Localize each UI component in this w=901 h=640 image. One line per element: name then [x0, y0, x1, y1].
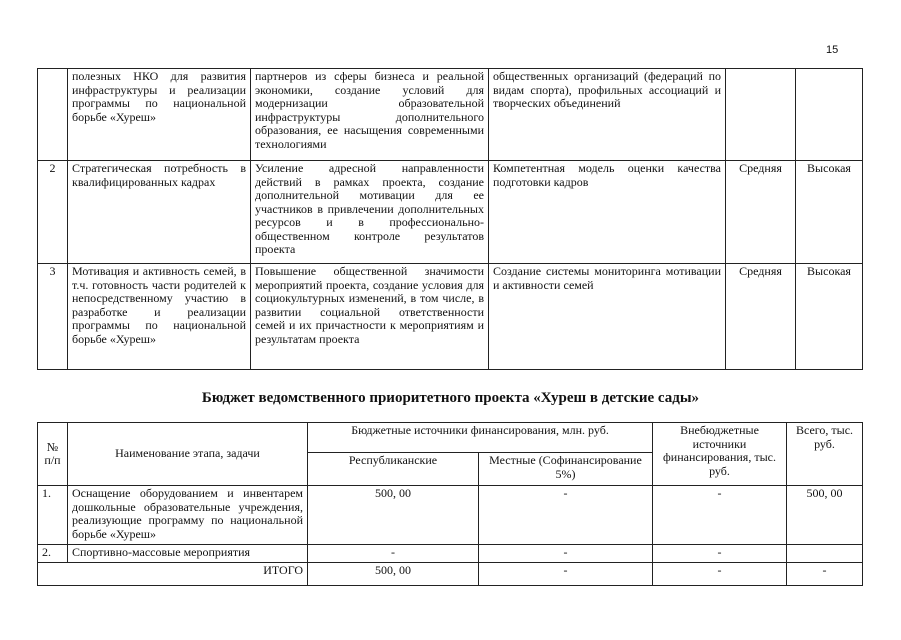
risk-description: полезных НКО для развития инфраструктуры и реализации программы по национальной борьбе «Хуреш» [68, 69, 251, 161]
row-extra: - [653, 545, 787, 563]
budget-title: Бюджет ведомственного приоритетного проекта «Хуреш в детские сады» [201, 390, 700, 406]
row-total: 500, 00 [787, 486, 863, 545]
header-total: Всего, тыс. руб. [787, 423, 863, 486]
row-extra: - [653, 486, 787, 545]
header-budget-sources: Бюджетные источники финансирования, млн. руб. [308, 423, 653, 453]
risk-impact: Высокая [796, 161, 863, 264]
table-row [38, 486, 863, 545]
row-local: - [479, 545, 653, 563]
risk-probability: Средняя [726, 161, 796, 264]
row-number: 2. [38, 545, 68, 563]
row-republic: 500, 00 [308, 486, 479, 545]
header-extra: Внебюджетные источники финансирования, тыс. руб. [653, 423, 787, 486]
page-number: 15 [826, 44, 839, 56]
table-row [38, 545, 863, 563]
header-num: № п/п [38, 423, 68, 486]
risk-responsible: общественных организаций (федераций по видам спорта), профильных ассоциаций и творческих объединений [489, 69, 726, 161]
risk-impact: Высокая [796, 264, 863, 370]
row-number: 3 [38, 264, 68, 370]
total-total: - [787, 563, 863, 586]
risk-description: Мотивация и активность семей, в т.ч. готовность части родителей к непосредственному участию в разработке и реализации программы по национальной борьбе «Хуреш» [68, 264, 251, 370]
table-row [38, 161, 863, 264]
row-total [787, 545, 863, 563]
total-label: ИТОГО [38, 563, 308, 586]
risk-responsible: Создание системы мониторинга мотивации и активности семей [489, 264, 726, 370]
budget-table [37, 422, 863, 586]
total-extra: - [653, 563, 787, 586]
risk-probability: Средняя [726, 264, 796, 370]
row-number: 1. [38, 486, 68, 545]
header-name: Наименование этапа, задачи [68, 423, 308, 486]
total-republic: 500, 00 [308, 563, 479, 586]
row-republic: - [308, 545, 479, 563]
row-number: 2 [38, 161, 68, 264]
risk-measures: Повышение общественной значимости мероприятий проекта, создание условия для социокультурных изменений, в том числе, в развитии социальной ответственности семей и их причастности к мероприятиям и результатам проекта [251, 264, 489, 370]
risk-impact [796, 69, 863, 161]
risk-measures: Усиление адресной направленности действий в рамках проекта, создание дополнительной мотивации для ее участников в привлечении дополнительных ресурсов и в профессионально-общественном контроле результатов проекта [251, 161, 489, 264]
header-local: Местные (Софинансирование 5%) [479, 453, 653, 486]
row-local: - [479, 486, 653, 545]
table-total-row [38, 563, 863, 586]
table-row [38, 264, 863, 370]
risk-measures: партнеров из сферы бизнеса и реальной экономики, создание условий для модернизации образовательной инфраструктуры дополнительного образования, ее насыщения современными технологиями [251, 69, 489, 161]
header-republic: Республиканские [308, 453, 479, 486]
row-number [38, 69, 68, 161]
total-local: - [479, 563, 653, 586]
risk-probability [726, 69, 796, 161]
table-header-row [38, 423, 863, 453]
risk-table [37, 68, 863, 370]
table-row [38, 69, 863, 161]
risk-responsible: Компетентная модель оценки качества подготовки кадров [489, 161, 726, 264]
row-name: Спортивно-массовые мероприятия [68, 545, 308, 563]
row-name: Оснащение оборудованием и инвентарем дошкольные образовательные учреждения, реализующие программу по национальной борьбе «Хуреш» [68, 486, 308, 545]
risk-description: Стратегическая потребность в квалифицированных кадрах [68, 161, 251, 264]
